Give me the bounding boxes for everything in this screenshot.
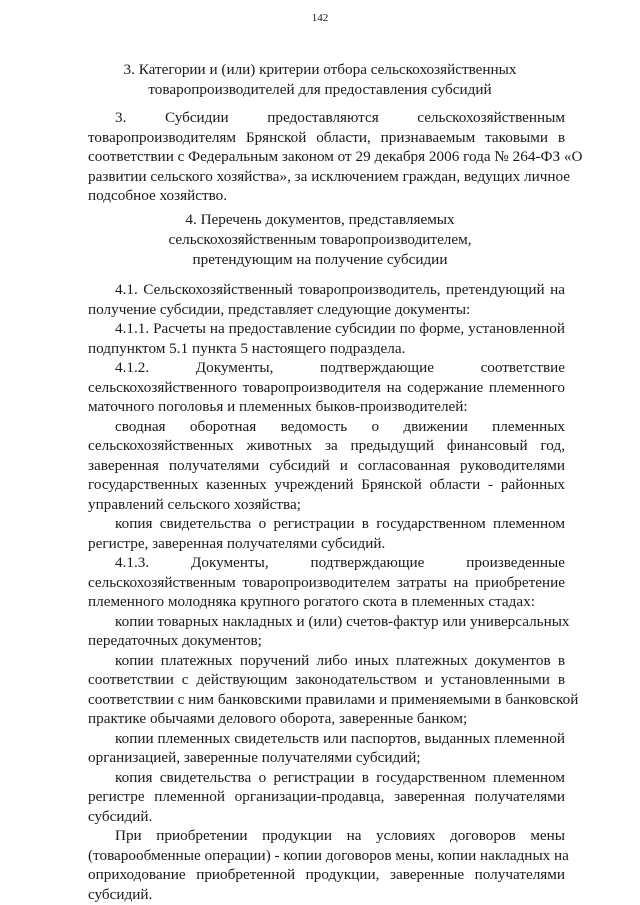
text-line: государственных казенных учреждений Брянской области - районных	[88, 476, 565, 493]
paragraph	[88, 651, 579, 729]
text-line: соответствии с действующим законодательством и установленными в	[88, 671, 565, 688]
paragraph	[88, 553, 565, 612]
heading-line: 3. Категории и (или) критерии отбора сельскохозяйственных	[123, 61, 517, 78]
paragraph	[88, 319, 565, 358]
text-line: копии платежных поручений либо иных платежных документов в	[115, 651, 565, 669]
text-line: сельскохозяйственного товаропроизводителя на содержание племенного	[88, 378, 565, 396]
text-line: регистре племенной организации-продавца, заверенная получателями	[88, 788, 565, 805]
text-line: 4.1.3. Документы, подтверждающие произведенные	[115, 554, 565, 571]
text-line: (товарообменные операции) - копии договоров мены, копии накладных на	[88, 846, 569, 864]
heading-line: сельскохозяйственным товаропроизводителем,	[168, 231, 472, 248]
text-line: регистре, заверенная получателями субсидий.	[88, 534, 386, 552]
text-line: копии товарных накладных и (или) счетов-фактур или универсальных	[115, 612, 570, 630]
text-line: практике обычаями делового оборота, заверенные банком;	[88, 710, 468, 727]
text-line: подсобное хозяйство.	[88, 187, 228, 204]
text-line: товаропроизводителям Брянской области, признаваемым таковыми в	[88, 128, 565, 146]
text-line: организацией, заверенные получателями субсидий;	[88, 749, 421, 766]
text-line: передаточных документов;	[88, 632, 262, 649]
paragraph	[88, 280, 565, 319]
paragraph	[88, 358, 565, 417]
text-line: маточного поголовья и племенных быков-производителей:	[88, 398, 468, 415]
text-line: 4.1.2. Документы, подтверждающие соответствие	[115, 359, 565, 376]
text-line: 4.1. Сельскохозяйственный товаропроизводитель, претендующий на	[115, 281, 565, 298]
text-line: племенного молодняка крупного рогатого скота в племенных стадах:	[88, 593, 535, 610]
page-number: 142	[311, 12, 329, 24]
text-line: соответствии с Федеральным законом от 29 декабря 2006 года № 264-ФЗ «О	[88, 148, 583, 165]
text-line: развитии сельского хозяйства», за исключением граждан, ведущих личное	[88, 167, 570, 185]
text-line: сельскохозяйственным товаропроизводителем затраты на приобретение	[88, 573, 565, 591]
text-line: управлений сельского хозяйства;	[88, 495, 301, 513]
text-line: заверенная получателями субсидий и согласованная руководителями	[88, 456, 565, 474]
text-line: 3. Субсидии предоставляются сельскохозяйственным	[115, 109, 565, 126]
paragraph	[88, 826, 569, 904]
section-3-heading	[70, 60, 570, 100]
text-line: копия свидетельства о регистрации в государственном племенном	[115, 768, 565, 786]
text-line: оприходование приобретенной продукции, заверенные получателями	[88, 866, 565, 883]
text-line: субсидий.	[88, 807, 153, 825]
section-3-paragraph	[88, 108, 583, 206]
paragraph	[88, 417, 565, 515]
section-4-body	[88, 280, 579, 904]
paragraph	[88, 514, 565, 553]
text-line: субсидий.	[88, 885, 153, 903]
section-4-heading	[70, 210, 570, 270]
heading-line: 4. Перечень документов, представляемых	[185, 211, 455, 228]
text-line: соответствии с ним банковскими правилами и применяемыми в банковской	[88, 690, 579, 708]
text-line: 4.1.1. Расчеты на предоставление субсидии по форме, установленной	[115, 320, 565, 337]
heading-line: претендующим на получение субсидии	[192, 251, 448, 268]
paragraph	[88, 612, 570, 651]
heading-line: товаропроизводителей для предоставления субсидий	[148, 81, 492, 98]
text-line: сводная оборотная ведомость о движении племенных	[115, 417, 565, 435]
text-line: получение субсидии, представляет следующие документы:	[88, 300, 471, 318]
paragraph	[88, 768, 565, 827]
text-line: копия свидетельства о регистрации в государственном племенном	[115, 515, 565, 532]
text-line: При приобретении продукции на условиях договоров мены	[115, 827, 565, 844]
text-line: подпунктом 5.1 пункта 5 настоящего подраздела.	[88, 339, 406, 357]
text-line: сельскохозяйственных животных за предыдущий финансовый год,	[88, 437, 565, 454]
text-line: копии племенных свидетельств или паспортов, выданных племенной	[115, 729, 565, 747]
paragraph	[88, 729, 565, 768]
